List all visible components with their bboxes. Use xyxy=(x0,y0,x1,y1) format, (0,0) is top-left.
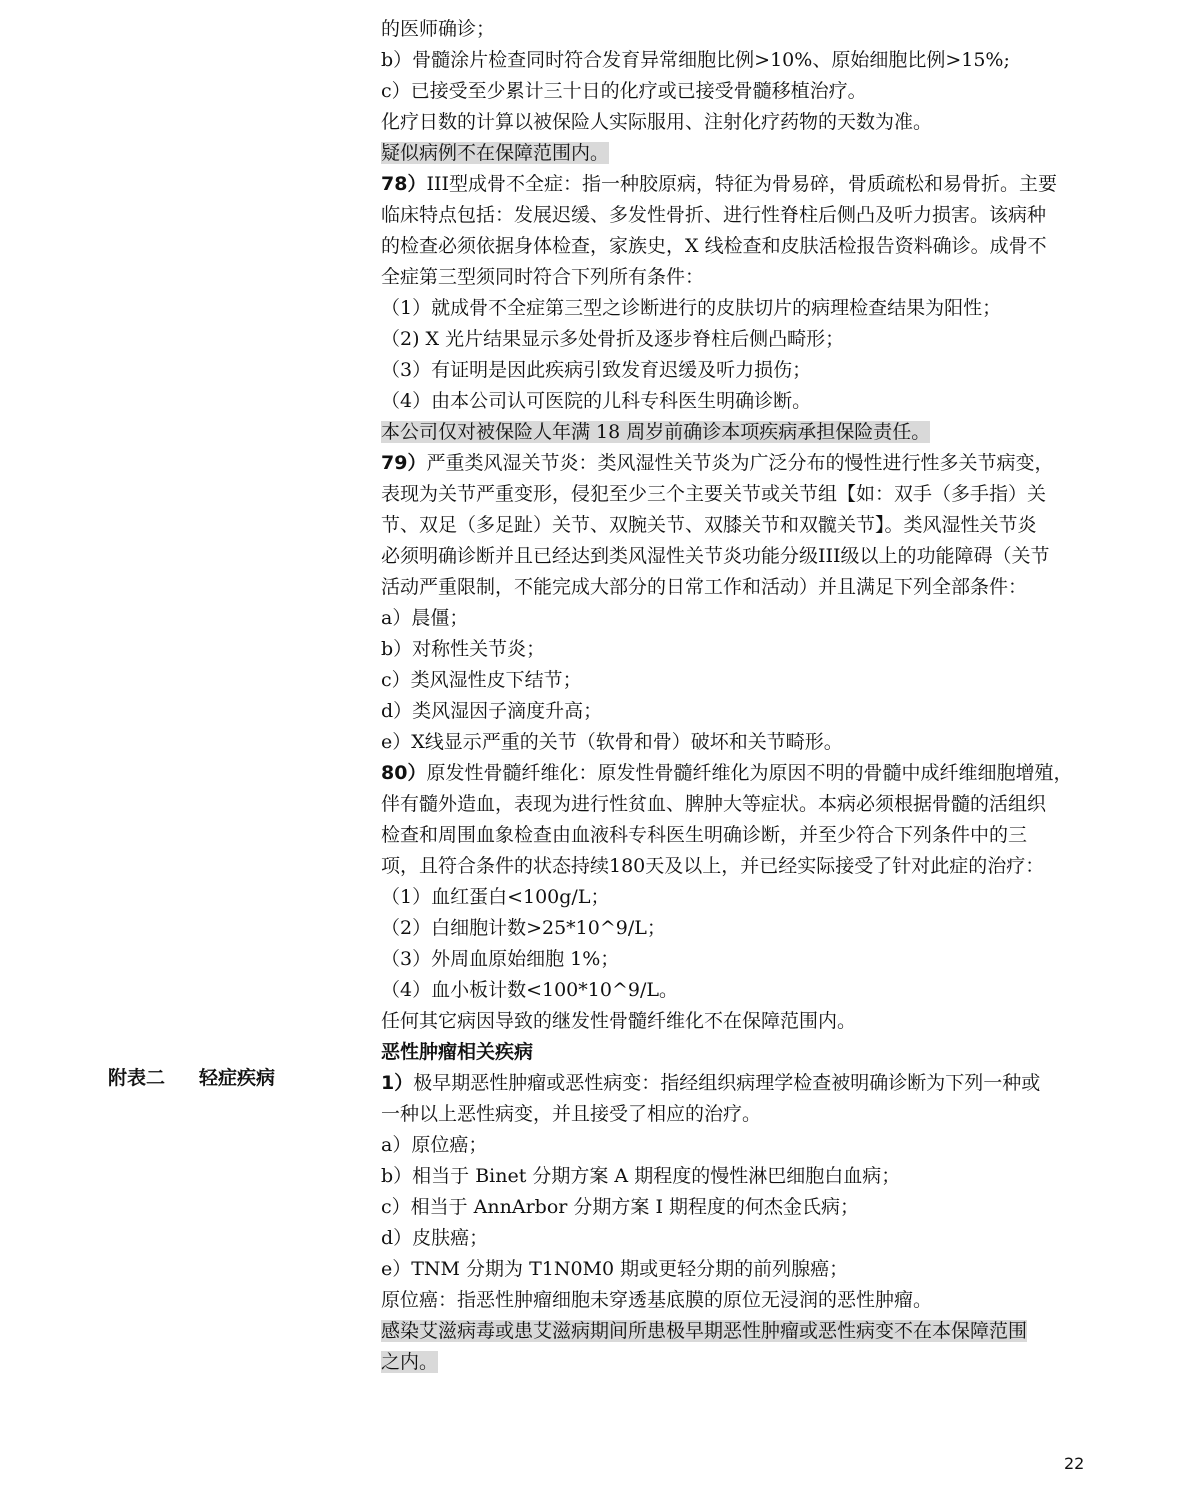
text-line xyxy=(381,758,1115,789)
line-text: 严重类风湿关节炎：类风湿性关节炎为广泛分布的慢性进行性多关节病变， xyxy=(426,452,1054,474)
text-line xyxy=(381,820,1115,851)
text-line xyxy=(381,1316,1115,1347)
text-line xyxy=(381,975,1115,1006)
section-heading xyxy=(381,1037,1115,1068)
line-content xyxy=(381,793,1046,815)
text-line xyxy=(381,169,1115,200)
text-line xyxy=(381,262,1115,293)
text-line xyxy=(381,1099,1115,1130)
line-content xyxy=(381,452,1053,474)
item-number: 1） xyxy=(381,1072,414,1094)
line-text: （2) X 光片结果显示多处骨折及逐步脊柱后侧凸畸形； xyxy=(381,328,845,350)
line-content xyxy=(381,855,1044,877)
line-text: c）已接受至少累计三十日的化疗或已接受骨髓移植治疗。 xyxy=(381,80,867,102)
line-content xyxy=(381,204,1046,226)
text-line xyxy=(381,1130,1115,1161)
text-line xyxy=(381,107,1115,138)
line-text: 任何其它病因导致的继发性骨髓纤维化不在保障范围内。 xyxy=(381,1010,857,1032)
line-content xyxy=(381,824,1027,846)
line-content xyxy=(381,607,468,629)
line-text: 全症第三型须同时符合下列所有条件： xyxy=(381,266,705,288)
text-line xyxy=(381,293,1115,324)
text-line xyxy=(381,913,1115,944)
text-line xyxy=(381,14,1115,45)
line-content xyxy=(381,514,1037,536)
line-text: III型成骨不全症：指一种胶原病，特征为骨易碎，骨质疏松和易骨折。主要 xyxy=(426,173,1057,195)
text-line xyxy=(381,1192,1115,1223)
line-content xyxy=(381,1227,488,1249)
line-content xyxy=(381,1351,438,1373)
line-content xyxy=(381,1103,761,1125)
line-text: b）对称性关节炎； xyxy=(381,638,546,660)
text-line xyxy=(381,789,1115,820)
line-text: （3）外周血原始细胞 1%； xyxy=(381,948,620,970)
line-content xyxy=(381,1258,848,1280)
line-content xyxy=(381,297,1001,319)
text-line xyxy=(381,572,1115,603)
line-text: 原位癌：指恶性肿瘤细胞未穿透基底膜的原位无浸润的恶性肿瘤。 xyxy=(381,1289,933,1311)
line-text: c）类风湿性皮下结节； xyxy=(381,669,582,691)
text-line xyxy=(381,882,1115,913)
line-content xyxy=(381,18,495,40)
line-text: e）TNM 分期为 T1N0M0 期或更轻分期的前列腺癌； xyxy=(381,1258,849,1280)
line-text: （2）白细胞计数>25*10^9/L； xyxy=(381,917,666,939)
line-text: b）相当于 Binet 分期方案 A 期程度的慢性淋巴细胞白血病； xyxy=(381,1165,901,1187)
line-text: 化疗日数的计算以被保险人实际服用、注射化疗药物的天数为准。 xyxy=(381,111,933,133)
line-text: 感染艾滋病毒或患艾滋病期间所患极早期恶性肿瘤或恶性病变不在本保障范围 xyxy=(381,1320,1028,1342)
text-line xyxy=(381,1223,1115,1254)
text-line xyxy=(381,355,1115,386)
line-content xyxy=(381,142,609,164)
item-number: 79） xyxy=(381,452,427,474)
line-content xyxy=(381,49,1010,71)
text-line xyxy=(381,851,1115,882)
line-text: a）原位癌； xyxy=(381,1134,488,1156)
line-text: 检查和周围血象检查由血液科专科医生明确诊断，并至少符合下列条件中的三 xyxy=(381,824,1028,846)
line-text: 的医师确诊； xyxy=(381,18,496,40)
text-line xyxy=(381,603,1115,634)
line-content xyxy=(381,328,844,350)
line-text: 表现为关节严重变形，侵犯至少三个主要关节或关节组【如：双手（多手指）关 xyxy=(381,483,1047,505)
line-text: b）骨髓涂片检查同时符合发育异常细胞比例>10%、原始细胞比例>15%; xyxy=(381,49,1010,71)
text-line xyxy=(381,1347,1115,1378)
line-text: 之内。 xyxy=(381,1351,439,1373)
line-text: a）晨僵； xyxy=(381,607,469,629)
line-text: 原发性骨髓纤维化：原发性骨髓纤维化为原因不明的骨髓中成纤维细胞增殖， xyxy=(426,762,1073,784)
line-content xyxy=(381,1165,900,1187)
line-text: 伴有髓外造血，表现为进行性贫血、脾肿大等症状。本病必须根据骨髓的活组织 xyxy=(381,793,1047,815)
line-text: d）皮肤癌； xyxy=(381,1227,489,1249)
appendix-label xyxy=(108,1063,275,1094)
line-text: （1）血红蛋白<100g/L； xyxy=(381,886,610,908)
appendix-number: 附表二 xyxy=(108,1067,166,1089)
text-line xyxy=(381,510,1115,541)
line-content xyxy=(381,390,811,412)
line-text: 节、双足（多足趾）关节、双腕关节、双膝关节和双髋关节】。类风湿性关节炎 xyxy=(381,514,1037,536)
line-content xyxy=(381,483,1046,505)
line-content xyxy=(381,1134,487,1156)
text-line xyxy=(381,665,1115,696)
line-content xyxy=(381,669,582,691)
line-content xyxy=(381,700,602,722)
item-number: 80） xyxy=(381,762,427,784)
line-content xyxy=(381,266,704,288)
line-content xyxy=(381,979,678,1001)
line-content xyxy=(381,886,609,908)
appendix-title: 轻症疾病 xyxy=(199,1067,276,1089)
line-content xyxy=(381,80,867,102)
line-content xyxy=(381,1320,1027,1342)
line-content xyxy=(381,948,619,970)
text-line xyxy=(381,479,1115,510)
text-line xyxy=(381,448,1115,479)
text-line xyxy=(381,231,1115,262)
line-text: （3）有证明是因此疾病引致发育迟缓及听力损伤； xyxy=(381,359,812,381)
line-text: e）X线显示严重的关节（软骨和骨）破坏和关节畸形。 xyxy=(381,731,843,753)
line-text: 临床特点包括：发展迟缓、多发性骨折、进行性脊柱后侧凸及听力损害。该病种 xyxy=(381,204,1047,226)
text-line xyxy=(381,541,1115,572)
line-text: 疑似病例不在保障范围内。 xyxy=(381,142,610,164)
line-text: 活动严重限制，不能完成大部分的日常工作和活动）并且满足下列全部条件： xyxy=(381,576,1028,598)
text-line xyxy=(381,727,1115,758)
line-text: （1）就成骨不全症第三型之诊断进行的皮肤切片的病理检查结果为阳性； xyxy=(381,297,1002,319)
text-line xyxy=(381,386,1115,417)
line-content xyxy=(381,638,545,660)
text-line xyxy=(381,944,1115,975)
line-text: 恶性肿瘤相关疾病 xyxy=(381,1041,534,1063)
line-text: 本公司仅对被保险人年满 18 周岁前确诊本项疾病承担保险责任。 xyxy=(381,421,931,443)
text-line xyxy=(381,200,1115,231)
text-line xyxy=(381,696,1115,727)
line-content xyxy=(381,917,666,939)
line-content xyxy=(381,1072,1040,1094)
text-line xyxy=(381,1254,1115,1285)
text-line xyxy=(381,1068,1115,1099)
text-line xyxy=(381,1285,1115,1316)
line-text: 必须明确诊断并且已经达到类风湿性关节炎功能分级III级以上的功能障碍（关节 xyxy=(381,545,1050,567)
line-content xyxy=(381,359,811,381)
line-content xyxy=(381,762,1072,784)
line-content xyxy=(381,1289,932,1311)
text-line xyxy=(381,634,1115,665)
line-content xyxy=(381,1196,859,1218)
text-line xyxy=(381,45,1115,76)
text-line xyxy=(381,76,1115,107)
line-text: c）相当于 AnnArbor 分期方案 I 期程度的何杰金氏病； xyxy=(381,1196,859,1218)
line-text: 一种以上恶性病变，并且接受了相应的治疗。 xyxy=(381,1103,762,1125)
text-line xyxy=(381,138,1115,169)
line-text: d）类风湿因子滴度升高； xyxy=(381,700,603,722)
document-body xyxy=(381,14,1115,1378)
line-content xyxy=(381,545,1050,567)
line-text: 极早期恶性肿瘤或恶性病变：指经组织病理学检查被明确诊断为下列一种或 xyxy=(413,1072,1041,1094)
page-number: 22 xyxy=(1064,1454,1085,1473)
line-content xyxy=(381,421,930,443)
line-text: （4）由本公司认可医院的儿科专科医生明确诊断。 xyxy=(381,390,812,412)
line-text: 项，且符合条件的状态持续180天及以上，并已经实际接受了针对此症的治疗： xyxy=(381,855,1045,877)
item-number: 78） xyxy=(381,173,427,195)
line-content xyxy=(381,731,843,753)
text-line xyxy=(381,1006,1115,1037)
text-line xyxy=(381,417,1115,448)
line-text: 的检查必须依据身体检查，家族史，X 线检查和皮肤活检报告资料确诊。成骨不 xyxy=(381,235,1047,257)
line-content xyxy=(381,1041,533,1063)
line-text: （4）血小板计数<100*10^9/L。 xyxy=(381,979,678,1001)
line-content xyxy=(381,173,1057,195)
line-content xyxy=(381,235,1047,257)
text-line xyxy=(381,324,1115,355)
text-line xyxy=(381,1161,1115,1192)
line-content xyxy=(381,576,1027,598)
line-content xyxy=(381,1010,856,1032)
line-content xyxy=(381,111,932,133)
